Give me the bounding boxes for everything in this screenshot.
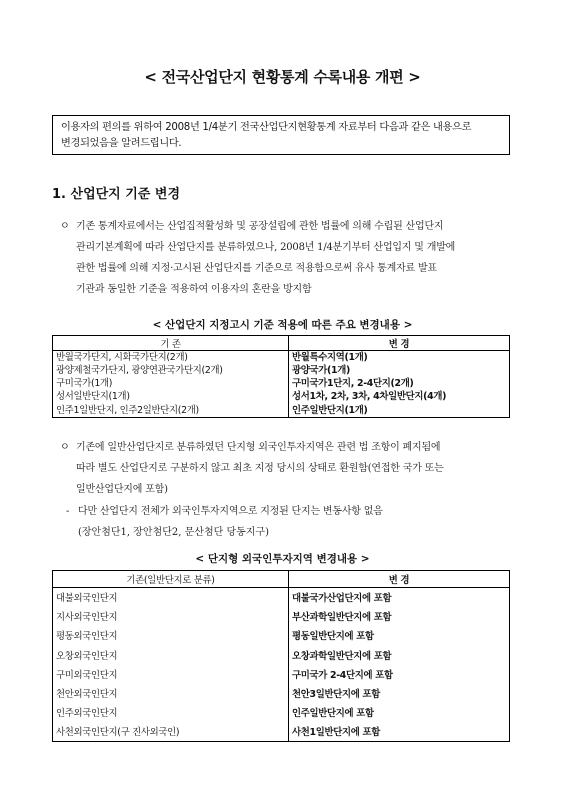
table-row: [53, 588, 510, 607]
table-criteria-changes: [52, 335, 510, 418]
dash-note-text: 다만 산업단지 전체가 외국인투자지역으로 지정된 단지는 변동사항 없음: [78, 506, 383, 517]
cell-existing: 인주외국인단지: [56, 708, 118, 720]
table-row: [53, 404, 510, 418]
cell-changed: 오창과학일반단지에 포함: [289, 645, 510, 664]
table-row: [53, 364, 510, 377]
table-header-row: [53, 571, 510, 588]
paragraph-criteria-change: [60, 216, 520, 300]
notice-line-1: 이용자의 편의를 위하여 2008년 1/4분기 전국산업단지현황통계 자료부터 다음과 같은 내용으로: [61, 122, 472, 133]
table-row: [53, 351, 510, 365]
bullet-mark: ㅇ: [60, 221, 70, 232]
cell-changed: 구미국가 2-4단지에 포함: [289, 664, 510, 683]
cell-existing: 구미국가(1개): [56, 378, 113, 390]
para1-line-1: 기존 통계자료에서는 산업집적활성화 및 공장설립에 관한 법률에 의해 수립된 산업단지: [76, 221, 444, 232]
notice-box: [52, 115, 510, 155]
table-foreign-investment-changes: [52, 570, 510, 742]
paragraph-foreign-investment: [60, 437, 520, 500]
table-row: [53, 626, 510, 645]
para1-line-2: 관리기본계획에 따라 산업단지를 분류하였으나, 2008년 1/4분기부터 산업입지 및 개발에: [76, 242, 456, 253]
header-existing: 기 존: [53, 336, 289, 351]
para1-line-4: 기관과 동일한 기준을 적용하여 이용자의 혼란을 방지함: [76, 284, 312, 295]
para2-line-3: 일반산업단지에 포함): [76, 484, 168, 495]
cell-changed: 천안3일반단지에 포함: [289, 683, 510, 702]
cell-existing: 성서일반단지(1개): [56, 391, 130, 403]
para1-line-3: 관한 법률에 의해 지정·고시된 산업단지를 기준으로 적용함으로써 유사 통계자료 발표: [76, 263, 437, 274]
header-changed: 변 경: [289, 336, 510, 351]
table-1-caption: < 산업단지 지정고시 기준 적용에 따른 주요 변경내용 >: [152, 319, 413, 331]
cell-existing: 평동외국인단지: [56, 631, 118, 643]
table-row: [53, 390, 510, 403]
dash-mark: -: [66, 506, 70, 517]
cell-changed: 광양국가(1개): [289, 364, 510, 377]
cell-changed: 성서1차, 2차, 3차, 4차일반단지(4개): [289, 390, 510, 403]
para2-line-2: 따라 별도 산업단지로 구분하지 않고 최초 지정 당시의 상태로 환원함(연접한 국가 또는: [76, 463, 444, 474]
table-row: [53, 607, 510, 626]
cell-changed: 인주일반단지(1개): [289, 404, 510, 418]
cell-existing: 오창외국인단지: [56, 650, 118, 662]
dash-note-sub: (장안첨단1, 장안첨단2, 문산첨단 당동지구): [78, 527, 269, 538]
table-row: [53, 664, 510, 683]
header-changed: 변 경: [289, 571, 510, 588]
para2-line-1: 기존에 일반산업단지로 분류하였던 단지형 외국인투자지역은 관련 법 조항이 폐지됨에: [76, 442, 441, 453]
table-row: [53, 377, 510, 390]
cell-existing: 인주1일반단지, 인주2일반단지(2개): [56, 404, 199, 416]
cell-changed: 인주일반단지에 포함: [289, 703, 510, 722]
table-row: [53, 703, 510, 722]
cell-changed: 대불국가산업단지에 포함: [289, 588, 510, 607]
table-row: [53, 683, 510, 702]
dash-note: [66, 501, 516, 522]
document-title: < 전국산업단지 현황통계 수록내용 개편 >: [144, 68, 421, 86]
table-row: [53, 722, 510, 741]
cell-existing: 사천외국인단지(구 진사외국인): [56, 727, 180, 739]
cell-changed: 부산과학일반단지에 포함: [289, 607, 510, 626]
cell-changed: 반월특수지역(1개): [289, 351, 510, 365]
cell-existing: 지사외국인단지: [56, 612, 118, 624]
cell-existing: 구미외국인단지: [56, 669, 118, 681]
table-row: [53, 645, 510, 664]
notice-line-2: 변경되었음을 알려드립니다.: [61, 138, 182, 149]
header-existing: 기존(일반단지로 분류): [53, 571, 289, 588]
cell-existing: 천안외국인단지: [56, 689, 118, 701]
table-header-row: [53, 336, 510, 351]
cell-changed: 사천1일반단지에 포함: [289, 722, 510, 741]
table-2-caption: < 단지형 외국인투자지역 변경내용 >: [195, 553, 370, 565]
bullet-mark: ㅇ: [60, 442, 70, 453]
cell-existing: 반월국가단지, 시화국가단지(2개): [56, 352, 188, 363]
cell-existing: 대불외국인단지: [56, 593, 118, 605]
cell-existing: 광양제철국가단지, 광양연관국가단지(2개): [56, 365, 223, 377]
cell-changed: 평동일반단지에 포함: [289, 626, 510, 645]
section-1-title: 1. 산업단지 기준 변경: [52, 187, 181, 202]
cell-changed: 구미국가1단지, 2-4단지(2개): [289, 377, 510, 390]
